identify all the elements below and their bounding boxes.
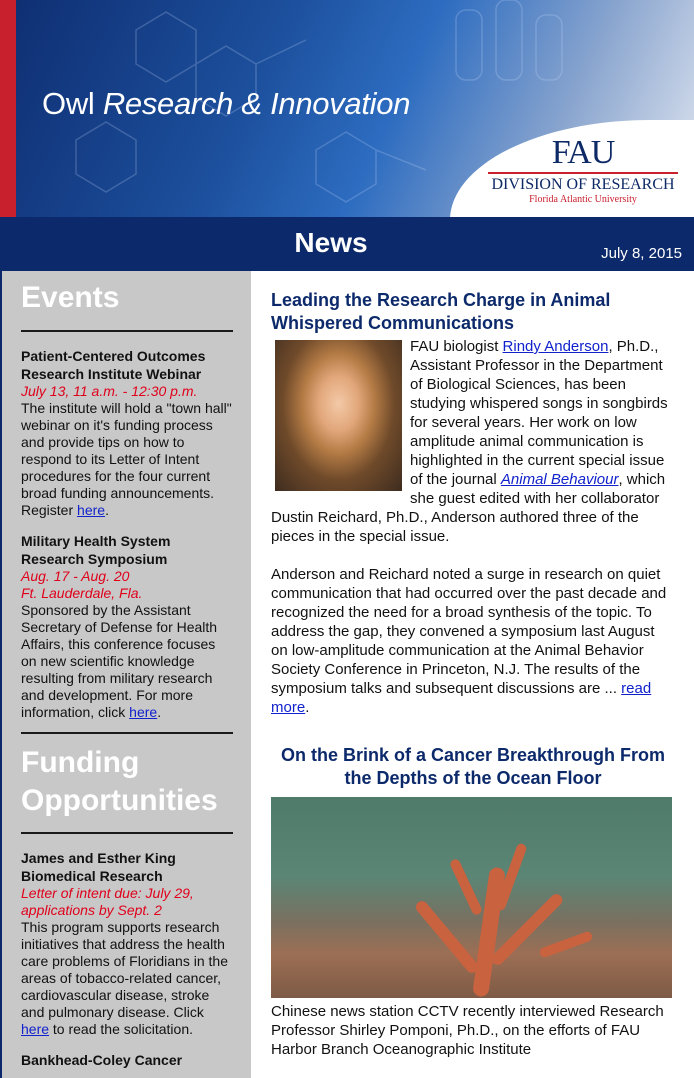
fau-logo-mark: FAU	[551, 134, 615, 171]
news-heading: News	[294, 227, 368, 258]
header-red-stripe	[0, 0, 16, 217]
article-title[interactable]: Leading the Research Charge in Animal Whispered Communications	[271, 290, 611, 333]
events-heading: Events	[21, 281, 120, 314]
newsletter-title: Owl Research & Innovation	[42, 86, 411, 121]
event-title: Military Health System Research Symposium	[21, 533, 171, 567]
rindy-anderson-photo	[275, 340, 402, 491]
funding-item	[21, 849, 233, 1038]
coral-branch-shape	[449, 858, 483, 917]
funding-heading: Funding Opportunities	[21, 746, 218, 817]
event-title: Patient-Centered Outcomes Research Institute Webinar	[21, 348, 206, 382]
article-title[interactable]: On the Brink of a Cancer Breakthrough From the Depths of the Ocean Floor	[280, 745, 666, 788]
funding-title: Bankhead-Coley Cancer	[21, 1052, 183, 1068]
fau-logo[interactable]	[488, 136, 678, 205]
funding-description: This program supports research initiatives that address the health care problems of Floridians in the areas of tobacco-related cancer, cardiovascular disease, stroke and pulmonary disease. Click here to read the solicitation.	[21, 919, 228, 1037]
read-more-link[interactable]: read more	[271, 680, 652, 716]
fau-logo-university: Florida Atlantic University	[529, 194, 637, 205]
article-body: FAU biologist Rindy Anderson, Ph.D., Assistant Professor in the Department of Biological Sciences, has been studying whispered songs in songbirds for several years. Her work on low amplitude animal communication is highlighted in the current special issue of the journal Animal Behaviour, which she guest edited with her collaborator Dustin Reichard, Ph.D., Anderson authored three of the pieces in the special issue.	[271, 338, 668, 545]
fau-logo-division: DIVISION OF RESEARCH	[488, 172, 678, 194]
article	[271, 744, 675, 1059]
events-section	[21, 279, 233, 1069]
event-date: July 13, 11 a.m. - 12:30 p.m.	[21, 383, 198, 399]
event-date: Aug. 17 - Aug. 20	[21, 568, 130, 584]
funding-item	[21, 1051, 233, 1069]
event-location: Ft. Lauderdale, Fla.	[21, 585, 143, 601]
news-bar	[0, 217, 694, 271]
issue-date: July 8, 2015	[601, 245, 682, 262]
header-banner	[0, 0, 694, 217]
sidebar	[0, 271, 251, 1078]
coral-photo[interactable]	[271, 797, 672, 998]
coral-branch-shape	[538, 930, 593, 958]
event-item	[21, 347, 233, 519]
article-paragraph: Anderson and Reichard noted a surge in research on quiet communication that had occurred over the past decade and recognized the need for a broad synthesis of the topic. To address the gap, they convened a symposium last August on low-amplitude communication at the Animal Behavior Society Conference in Princeton, N.J. The results of the symposium talks and subsequent discussions are ... read more.	[271, 566, 667, 716]
article-body: Chinese news station CCTV recently interviewed Research Professor Shirley Pomponi, Ph.D., on the efforts of FAU Harbor Branch Oceanographic Institute	[271, 1003, 664, 1058]
event-info-link[interactable]: here	[129, 704, 158, 720]
event-description: Sponsored by the Assistant Secretary of Defense for Health Affairs, this conference focuses on new scientific knowledge resulting from military research and development. For more information, click here.	[21, 602, 218, 720]
funding-solicitation-link[interactable]: here	[21, 1021, 50, 1037]
animal-behaviour-link[interactable]: Animal Behaviour	[500, 471, 619, 488]
section-divider	[21, 330, 233, 332]
main-content	[271, 271, 675, 1059]
event-item	[21, 532, 233, 721]
section-divider	[21, 832, 233, 834]
section-divider	[21, 732, 233, 734]
coral-branch-shape	[472, 867, 506, 998]
rindy-anderson-link[interactable]: Rindy Anderson	[502, 338, 609, 355]
funding-deadline: Letter of intent due: July 29, applications by Sept. 2	[21, 885, 194, 918]
event-description: The institute will hold a "town hall" webinar on it's funding process and provide tips on how to respond to its Letter of Intent procedures for the four current broad funding announcements. Register here.	[21, 400, 232, 518]
event-register-link[interactable]: here	[77, 502, 106, 518]
article	[271, 289, 675, 717]
funding-title: James and Esther King Biomedical Research	[21, 850, 176, 884]
